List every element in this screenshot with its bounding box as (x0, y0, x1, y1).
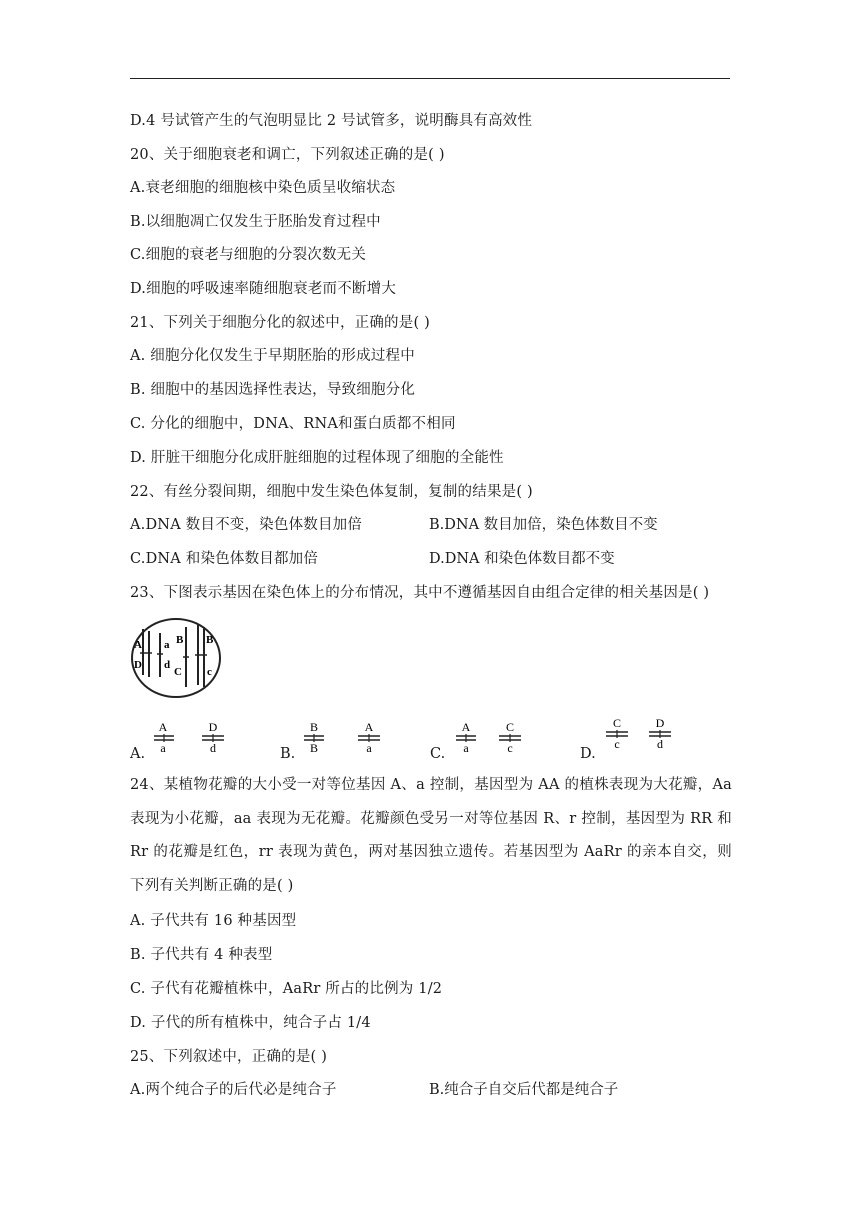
q20-option-a: A.衰老细胞的细胞核中染色质呈收缩状态 (130, 180, 396, 196)
q19-option-d: D.4 号试管产生的气泡明显比 2 号试管多，说明酶具有高效性 (130, 113, 533, 129)
q22-option-c: C.DNA 和染色体数目都加倍 (130, 551, 319, 567)
q21-option-a: A. 细胞分化仅发生于早期胚胎的形成过程中 (130, 348, 415, 364)
header-rule (130, 78, 730, 79)
option-b-gene-top-1: B (309, 720, 319, 734)
q23-option-d-gene-pairs (604, 715, 680, 751)
q21-option-c: C. 分化的细胞中，DNA、RNA和蛋白质都不相同 (130, 416, 456, 432)
q21-stem: 21、下列关于细胞分化的叙述中，正确的是( ) (130, 315, 430, 331)
q22-option-d: D.DNA 和染色体数目都不变 (429, 551, 615, 567)
q23-option-b-gene-pairs (304, 719, 380, 755)
q24-option-c: C. 子代有花瓣植株中，AaRr 所占的比例为 1/2 (130, 981, 443, 997)
option-a-gene-top-1: A (158, 720, 168, 734)
option-d-gene-bottom-1: c (614, 737, 620, 751)
option-a-gene-bottom-2: d (210, 741, 216, 755)
q22-option-b: B.DNA 数目加倍，染色体数目不变 (429, 517, 658, 533)
q25-option-a: A.两个纯合子的后代必是纯合子 (130, 1082, 337, 1098)
q21-option-b: B. 细胞中的基因选择性表达，导致细胞分化 (130, 382, 416, 398)
q22-stem: 22、有丝分裂间期，细胞中发生染色体复制，复制的结果是( ) (130, 484, 533, 500)
q20-option-d: D.细胞的呼吸速率随细胞衰老而不断增大 (130, 281, 397, 297)
q25-option-b: B.纯合子自交后代都是纯合子 (429, 1082, 619, 1098)
q23-option-a-gene-pairs (154, 719, 230, 755)
q24-option-d: D. 子代的所有植株中，纯合子占 1/4 (130, 1015, 371, 1031)
q23-stem: 23、下图表示基因在染色体上的分布情况，其中不遵循基因自由组合定律的相关基因是( ) (130, 585, 710, 601)
cell-label-a: a (164, 639, 170, 651)
q23-option-c-gene-pairs (454, 719, 530, 755)
q20-option-b: B.以细胞凋亡仅发生于胚胎发育过程中 (130, 214, 381, 230)
q20-stem: 20、关于细胞衰老和调亡，下列叙述正确的是( ) (130, 147, 445, 163)
q22-option-a: A.DNA 数目不变，染色体数目加倍 (130, 517, 363, 533)
option-c-gene-top-2: C (505, 720, 515, 734)
option-d-gene-bottom-2: d (657, 737, 663, 751)
q24-option-b: B. 子代共有 4 种表型 (130, 947, 273, 963)
cell-label-C: C (174, 666, 182, 678)
q23-option-d-letter: D. (580, 746, 596, 762)
q20-option-c: C.细胞的衰老与细胞的分裂次数无关 (130, 247, 367, 263)
option-b-gene-top-2: A (364, 720, 374, 734)
q24-option-a: A. 子代共有 16 种基因型 (130, 913, 297, 929)
option-a-gene-bottom-1: a (160, 741, 166, 755)
q23-option-a-letter: A. (130, 746, 146, 762)
q23-option-c-letter: C. (430, 746, 446, 762)
option-c-gene-bottom-1: a (463, 741, 469, 755)
cell-label-B-left: B (176, 634, 184, 646)
q23-option-b-letter: B. (280, 746, 296, 762)
cell-label-B-right: B (206, 634, 214, 646)
cell-label-A: A (134, 639, 142, 651)
q21-option-d: D. 肝脏干细胞分化成肝脏细胞的过程体现了细胞的全能性 (130, 450, 504, 466)
option-a-gene-top-2: D (208, 720, 218, 734)
cell-label-c: c (207, 666, 212, 678)
option-d-gene-top-1: C (612, 716, 622, 730)
cell-label-D: D (134, 659, 142, 671)
option-b-gene-bottom-1: B (309, 741, 319, 755)
cell-label-d: d (164, 659, 171, 671)
q25-stem: 25、下列叙述中，正确的是( ) (130, 1049, 328, 1065)
option-c-gene-top-1: A (461, 720, 471, 734)
option-d-gene-top-2: D (655, 716, 665, 730)
q24-stem: 24、某植物花瓣的大小受一对等位基因 A、a 控制，基因型为 AA 的植株表现为大花瓣，Aa 表现为小花瓣，aa 表现为无花瓣。花瓣颜色受另一对等位基因 R、r 控制，基因型为 RR 和 Rr 的花瓣是红色，rr 表现为黄色，两对基因独立遗传。若基因型为 AaRr 的亲本自交，则下列有关判断正确的是( ) (130, 777, 732, 894)
cell-chromosome-diagram (130, 617, 224, 699)
option-c-gene-bottom-2: c (507, 741, 513, 755)
option-b-gene-bottom-2: a (366, 741, 372, 755)
